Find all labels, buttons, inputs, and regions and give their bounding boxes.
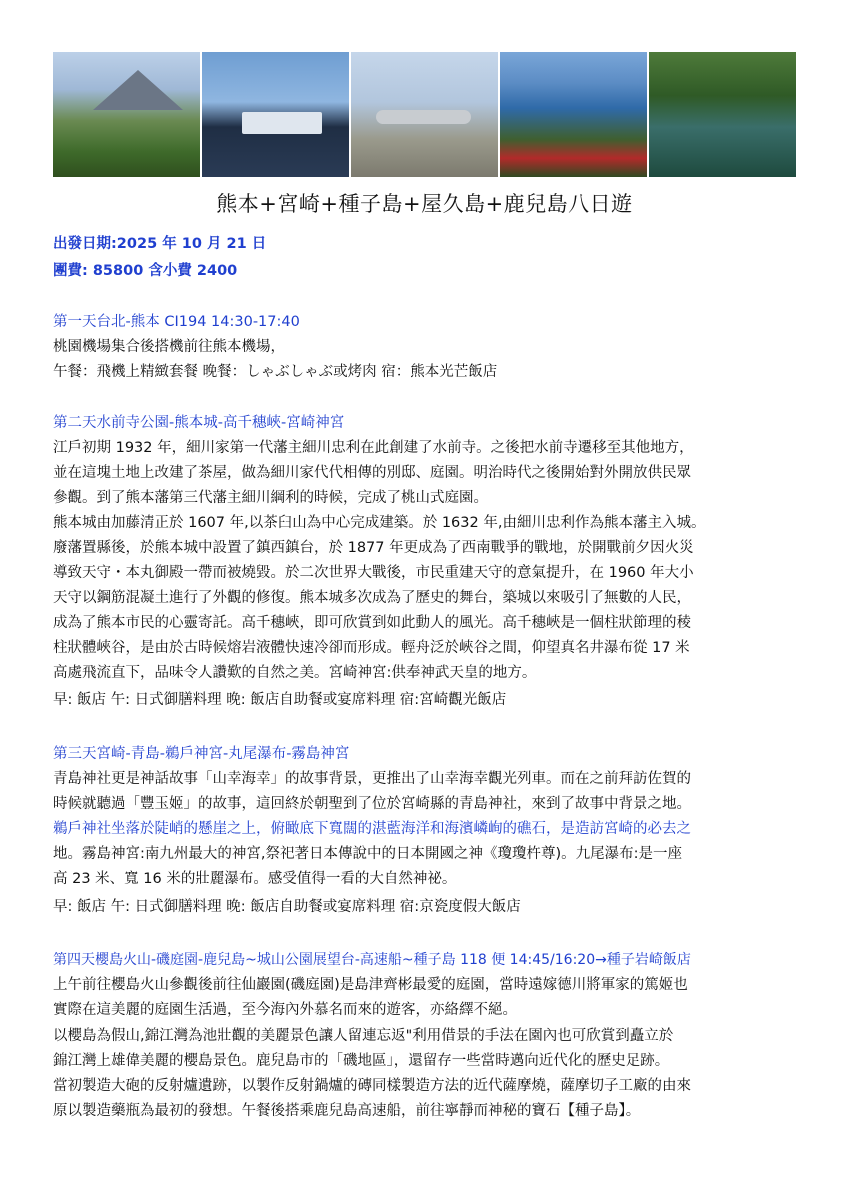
day2-line: 天守以鋼筋混凝土進行了外觀的修復。熊本城多次成為了歷史的舞台，築城以來吸引了無數的人民， [53, 590, 691, 606]
day4-line: 錦江灣上雄偉美麗的櫻島景色。鹿兒島市的「磯地區」，還留存一些當時邁向近代化的歷史足跡。 [53, 1053, 670, 1069]
day3-title: 第三天宮崎-青島-鵜戶神宮-丸尾瀑布-霧島神宮 [53, 746, 350, 762]
day3-line: 高 23 米、寬 16 米的壯麗瀑布。感受值得一看的大自然神祕。 [53, 871, 457, 887]
day2-line: 並在這塊土地上改建了茶屋，做為細川家代代相傳的別邸、庭園。明治時代之後開始對外開放供民眾 [53, 465, 691, 481]
day2-line: 參觀。到了熊本藩第三代藩主細川綱利的時候，完成了桃山式庭園。 [53, 490, 488, 506]
day2-line: 江戶初期 1932 年，細川家第一代藩主細川忠利在此創建了水前寺。之後把水前寺遷移至其他地方， [53, 440, 694, 456]
day4-line: 原以製造藥瓶為最初的發想。午餐後搭乘鹿兒島高速船，前往寧靜而神秘的寶石【種子島】。 [53, 1103, 641, 1119]
photo-coastal-shrine [500, 52, 647, 177]
tour-fee: 團費: 85800 含小費 2400 [53, 263, 238, 279]
departure-date: 出發日期:2025 年 10 月 21 日 [53, 236, 267, 252]
day2-line: 導致天守・本丸御殿一帶而被燒毀。於二次世界大戰後，市民重建天守的意氣提升，在 1960 年大小 [53, 565, 694, 581]
day2-line: 高處飛流直下，品味令人讚歎的自然之美。宮崎神宮:供奉神武天皇的地方。 [53, 665, 537, 681]
day1-meals: 午餐：飛機上精緻套餐 晚餐：しゃぶしゃぶ或烤肉 宿：熊本光芒飯店 [53, 364, 498, 380]
page-title: 熊本+宮崎+種子島+屋久島+鹿兒島八日遊 [216, 192, 633, 216]
photo-airplane-display [351, 52, 498, 177]
day3-line-highlight: 鵜戶神社坐落於陡峭的懸崖之上，俯瞰底下寬闊的湛藍海洋和海濱嶙峋的礁石，是造訪宮崎的必去之 [53, 821, 691, 837]
day2-meals: 早: 飯店 午: 日式御膳料理 晚: 飯店自助餐或宴席料理 宿:宮崎觀光飯店 [53, 692, 507, 708]
photo-airport-sign [202, 52, 349, 177]
photo-garden-volcano [53, 52, 200, 177]
day4-line: 上午前往櫻島火山參觀後前往仙巖園(磯庭園)是島津齊彬最愛的庭園，當時遠嫁德川將軍家的篤姬也 [53, 977, 688, 993]
day3-line: 地。霧島神宮:南九州最大的神宮,祭祀著日本傳說中的日本開國之神《瓊瓊杵尊)。九尾瀑布:是一座 [53, 846, 683, 862]
day3-line: 時候就聽過「豐玉姬」的故事，這回終於朝聖到了位於宮崎縣的青島神社，來到了故事中背景之地。 [53, 796, 691, 812]
day2-line: 廢藩置縣後，於熊本城中設置了鎮西鎮台，於 1877 年更成為了西南戰爭的戰地，於開戰前夕因火災 [53, 540, 694, 556]
day3-meals: 早: 飯店 午: 日式御膳料理 晚: 飯店自助餐或宴席料理 宿:京瓷度假大飯店 [53, 899, 521, 915]
photo-strip [53, 52, 796, 177]
day3-line: 青島神社更是神話故事「山幸海幸」的故事背景，更推出了山幸海幸觀光列車。而在之前拜訪佐賀的 [53, 771, 691, 787]
day4-line: 以櫻島為假山,錦江灣為池壯觀的美麗景色讓人留連忘返"利用借景的手法在園內也可欣賞到矗立於 [53, 1028, 674, 1044]
day2-line: 成為了熊本市民的心靈寄託。高千穗峽，即可欣賞到如此動人的風光。高千穗峽是一個柱狀節理的稜 [53, 615, 691, 631]
day4-line: 當初製造大砲的反射爐遺跡，以製作反射鍋爐的磚同樣製造方法的近代薩摩燒，薩摩切子工廠的由來 [53, 1078, 691, 1094]
photo-gorge-waterfall [649, 52, 796, 177]
day4-line: 實際在這美麗的庭園生活過，至今海內外慕名而來的遊客，亦絡繹不絕。 [53, 1002, 517, 1018]
day2-title: 第二天水前寺公園-熊本城-高千穗峽-宮崎神宮 [53, 415, 345, 431]
day4-title: 第四天櫻島火山-磯庭園-鹿兒島~城山公園展望台-高速船~種子島 118 便 14:45/16:20→種子岩崎飯店 [53, 952, 691, 968]
day1-line: 桃園機場集合後搭機前往熊本機場， [53, 339, 285, 355]
day2-line: 柱狀體峽谷，是由於古時候熔岩液體快速冷卻而形成。輕舟泛於峽谷之間，仰望真名井瀑布從 17 米 [53, 640, 690, 656]
day1-title: 第一天台北-熊本 CI194 14:30-17:40 [53, 314, 300, 330]
day2-line: 熊本城由加藤清正於 1607 年,以茶臼山為中心完成建築。於 1632 年,由細川忠利作為熊本藩主入城。 [53, 515, 706, 531]
